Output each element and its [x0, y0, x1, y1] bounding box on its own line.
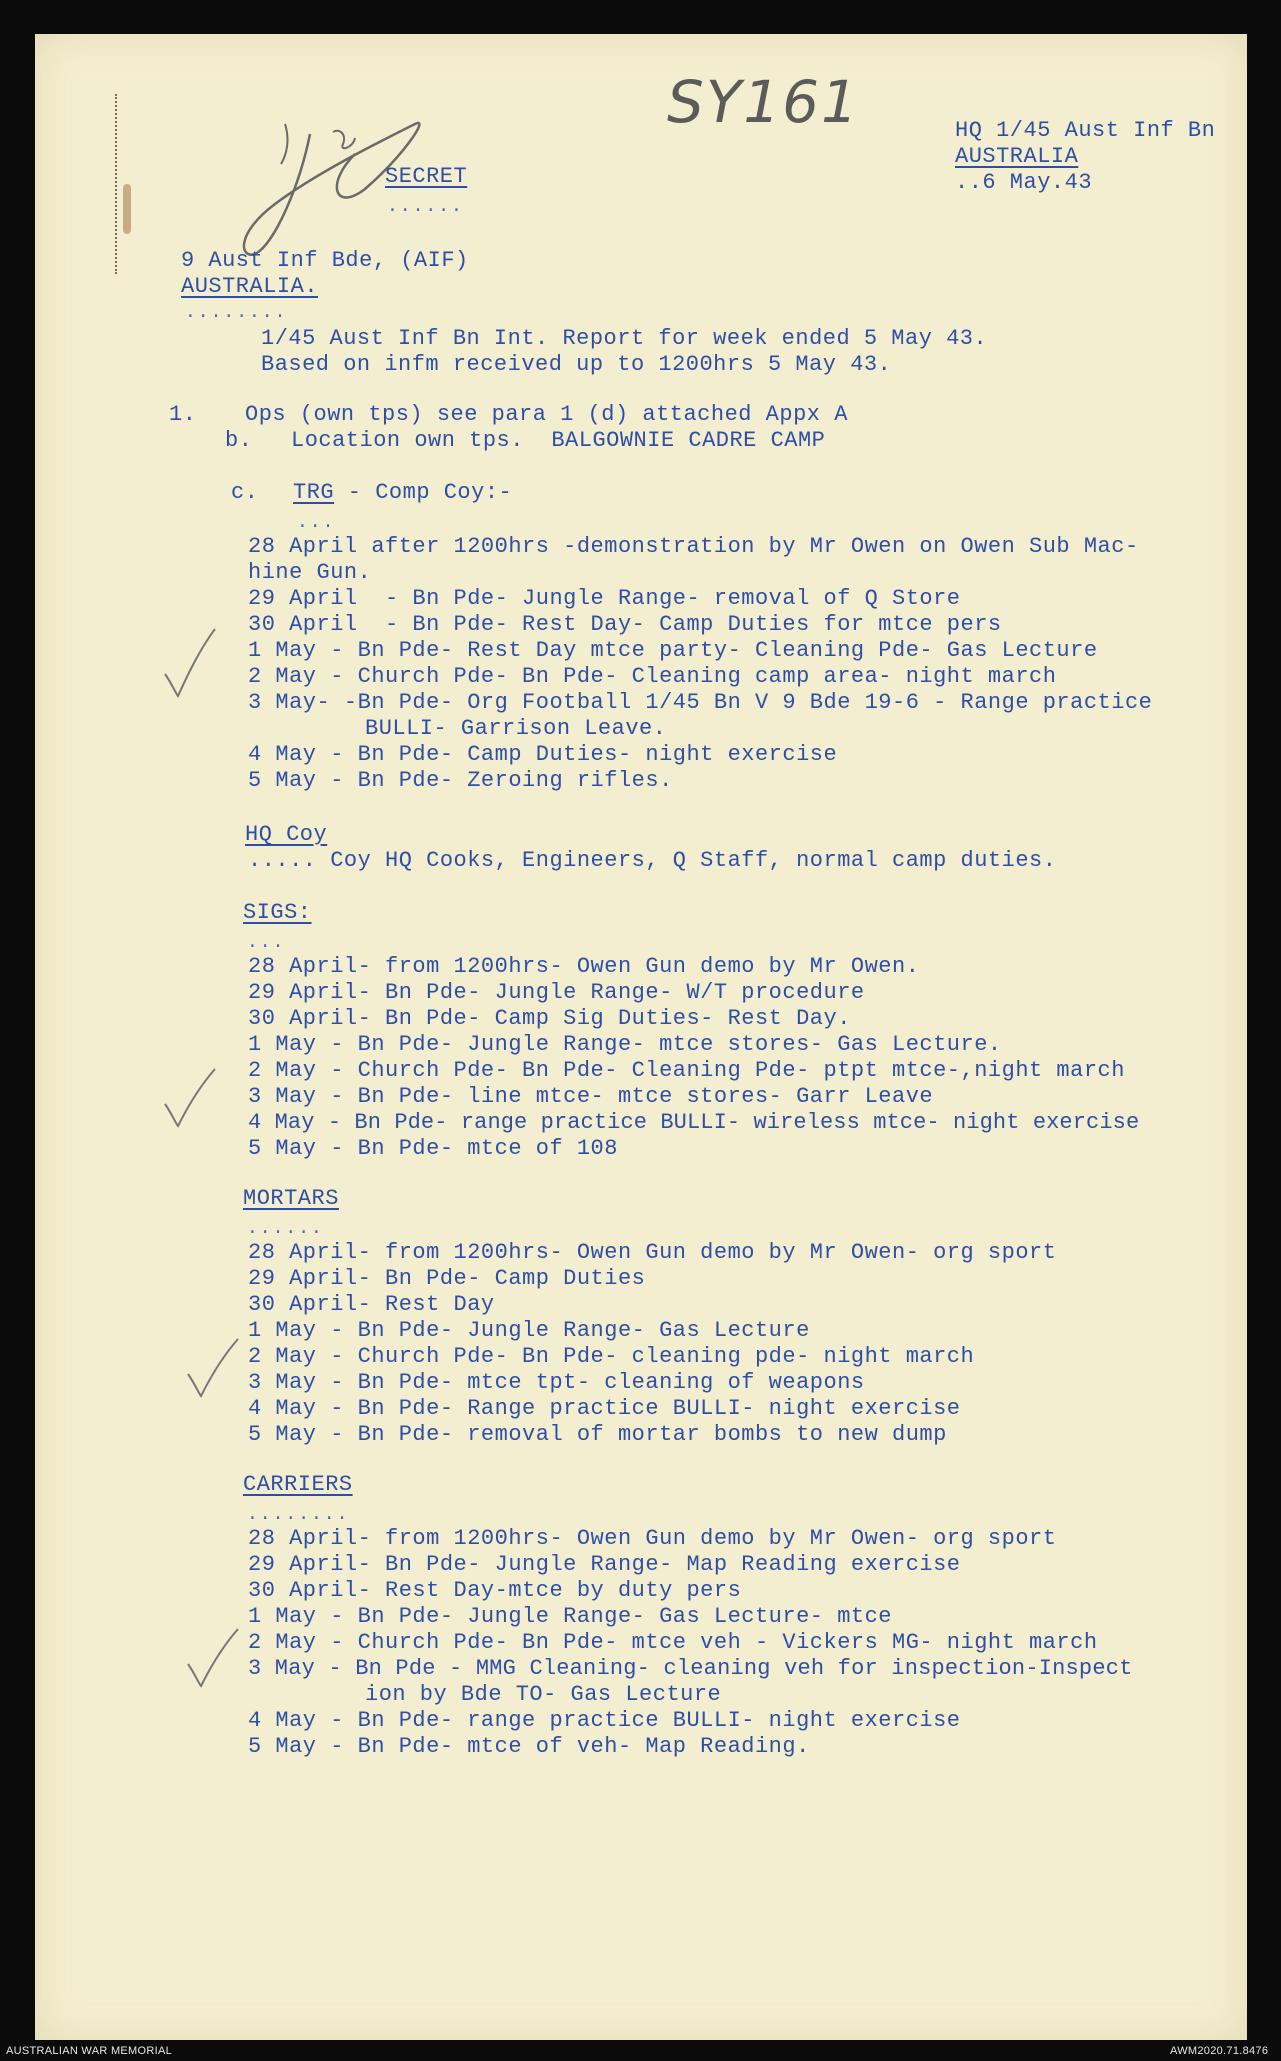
check-mark-icon [160, 1064, 220, 1134]
check-mark-icon [160, 624, 220, 704]
carriers-line: ion by Bde TO- Gas Lecture [365, 1682, 722, 1707]
handwritten-reference: SY161 [667, 68, 860, 136]
sigs-line: 1 May - Bn Pde- Jungle Range- mtce stores- Gas Lecture. [248, 1032, 1002, 1057]
sigs-heading: SIGS: [243, 900, 312, 925]
mortars-line: 28 April- from 1200hrs- Owen Gun demo by Mr Owen- org sport [248, 1240, 1057, 1265]
mortars-line: 30 April- Rest Day [248, 1292, 495, 1317]
mortars-line: 3 May - Bn Pde- mtce tpt- cleaning of weapons [248, 1370, 865, 1395]
carriers-line: 3 May - Bn Pde - MMG Cleaning- cleaning veh for inspection-Inspect [248, 1656, 1133, 1681]
comp-coy-line: 1 May - Bn Pde- Rest Day mtce party- Cleaning Pde- Gas Lecture [248, 638, 1098, 663]
dots-divider: ...... [247, 1219, 324, 1239]
dots-divider: ... [297, 513, 336, 533]
document-page [35, 34, 1247, 2040]
check-mark-icon [183, 1334, 243, 1404]
mortars-line: 1 May - Bn Pde- Jungle Range- Gas Lecture [248, 1318, 810, 1343]
intro-line: 1/45 Aust Inf Bn Int. Report for week ended 5 May 43. [261, 326, 988, 351]
comp-coy-line: hine Gun. [248, 560, 372, 585]
header-unit: HQ 1/45 Aust Inf Bn [955, 118, 1216, 143]
carriers-line: 28 April- from 1200hrs- Owen Gun demo by Mr Owen- org sport [248, 1526, 1057, 1551]
para-1a: Ops (own tps) see para 1 (d) attached Appx A [245, 402, 848, 427]
para-1b: Location own tps. BALGOWNIE CADRE CAMP [291, 428, 826, 453]
carriers-line: 29 April- Bn Pde- Jungle Range- Map Reading exercise [248, 1552, 961, 1577]
rust-mark [123, 184, 131, 234]
comp-coy-line: BULLI- Garrison Leave. [365, 716, 667, 741]
comp-coy-line: 3 May- -Bn Pde- Org Football 1/45 Bn V 9 Bde 19-6 - Range practice [248, 690, 1153, 715]
para-1c-heading [293, 480, 512, 506]
mortars-line: 5 May - Bn Pde- removal of mortar bombs to new dump [248, 1422, 947, 1447]
comp-coy-line: 5 May - Bn Pde- Zeroing rifles. [248, 768, 673, 793]
header-date: ..6 May.43 [955, 170, 1093, 195]
carriers-line: 1 May - Bn Pde- Jungle Range- Gas Lecture- mtce [248, 1604, 893, 1629]
mortars-line: 29 April- Bn Pde- Camp Duties [248, 1266, 646, 1291]
hq-coy-heading: HQ Coy [245, 822, 328, 847]
comp-coy-line: 4 May - Bn Pde- Camp Duties- night exercise [248, 742, 838, 767]
sigs-line: 3 May - Bn Pde- line mtce- mtce stores- Garr Leave [248, 1084, 934, 1109]
trg-heading: TRG [293, 480, 335, 505]
hq-coy-line: ..... Coy HQ Cooks, Engineers, Q Staff, normal camp duties. [248, 848, 1057, 873]
sigs-line: 30 April- Bn Pde- Camp Sig Duties- Rest Day. [248, 1006, 851, 1031]
sigs-line: 2 May - Church Pde- Bn Pde- Cleaning Pde- ptpt mtce-,night march [248, 1058, 1125, 1083]
comp-coy-line: 29 April - Bn Pde- Jungle Range- removal of Q Store [248, 586, 961, 611]
dots-divider: ........ [247, 1505, 350, 1525]
sigs-line: 4 May - Bn Pde- range practice BULLI- wireless mtce- night exercise [248, 1110, 1140, 1135]
sigs-line: 28 April- from 1200hrs- Owen Gun demo by Mr Owen. [248, 954, 920, 979]
staple-mark [115, 94, 123, 274]
footer-archive-name: AUSTRALIAN WAR MEMORIAL [6, 2045, 173, 2057]
dots-divider: ........ [185, 303, 288, 323]
footer-accession-number: AWM2020.71.8476 [1170, 2045, 1269, 2057]
classification-heading: SECRET [385, 164, 468, 189]
comp-coy-line: 2 May - Church Pde- Bn Pde- Cleaning camp area- night march [248, 664, 1057, 689]
para-number: 1. [169, 402, 197, 427]
carriers-line: 2 May - Church Pde- Bn Pde- mtce veh - Vickers MG- night march [248, 1630, 1098, 1655]
para-1b-label: b. [225, 428, 253, 453]
carriers-line: 4 May - Bn Pde- range practice BULLI- night exercise [248, 1708, 961, 1733]
sigs-line: 29 April- Bn Pde- Jungle Range- W/T procedure [248, 980, 865, 1005]
comp-coy-line: 30 April - Bn Pde- Rest Day- Camp Duties for mtce pers [248, 612, 1002, 637]
mortars-heading: MORTARS [243, 1186, 339, 1211]
mortars-line: 2 May - Church Pde- Bn Pde- cleaning pde- night march [248, 1344, 975, 1369]
check-mark-icon [183, 1624, 243, 1694]
para-1c-label: c. [231, 480, 259, 505]
header-location: AUSTRALIA [955, 144, 1079, 169]
trg-subheading: - Comp Coy:- [334, 480, 513, 505]
addressee-unit: 9 Aust Inf Bde, (AIF) [181, 248, 469, 273]
comp-coy-line: 28 April after 1200hrs -demonstration by Mr Owen on Owen Sub Mac- [248, 534, 1139, 559]
carriers-line: 5 May - Bn Pde- mtce of veh- Map Reading. [248, 1734, 810, 1759]
carriers-heading: CARRIERS [243, 1472, 353, 1497]
addressee-location: AUSTRALIA. [181, 274, 319, 299]
intro-line: Based on infm received up to 1200hrs 5 May 43. [261, 352, 892, 377]
dots-divider: ... [247, 933, 286, 953]
mortars-line: 4 May - Bn Pde- Range practice BULLI- night exercise [248, 1396, 961, 1421]
sigs-line: 5 May - Bn Pde- mtce of 108 [248, 1136, 618, 1161]
carriers-line: 30 April- Rest Day-mtce by duty pers [248, 1578, 742, 1603]
dots-divider: ...... [387, 197, 464, 217]
